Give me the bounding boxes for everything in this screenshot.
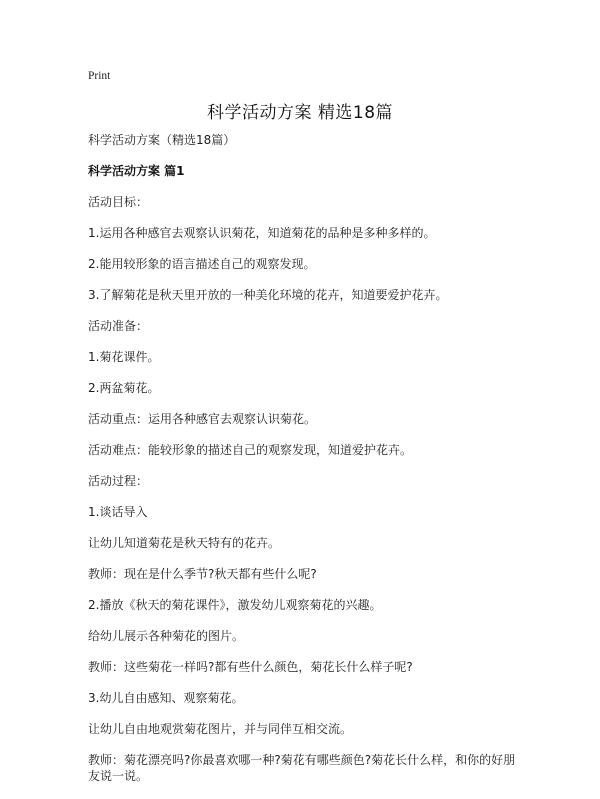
paragraph: 教师：菊花漂亮吗?你最喜欢哪一种?菊花有哪些颜色?菊花长什么样，和你的好朋友说一说。	[88, 753, 516, 783]
page-title: 科学活动方案 精选18篇	[206, 103, 394, 123]
paragraph: 教师：这些菊花一样吗?都有些什么颜色，菊花长什么样子呢?	[88, 660, 413, 674]
paragraph: 活动目标：	[88, 195, 149, 209]
paragraph: 给幼儿展示各种菊花的图片。	[88, 629, 245, 643]
paragraph: 活动准备：	[88, 319, 149, 333]
paragraph: 让幼儿自由地观赏菊花图片，并与同伴互相交流。	[88, 722, 353, 736]
paragraph: 让幼儿知道菊花是秋天特有的花卉。	[88, 536, 281, 550]
section-heading: 科学活动方案 篇1	[88, 164, 185, 178]
document-body	[88, 132, 518, 799]
paragraph: 1.谈话导入	[88, 505, 148, 519]
paragraph: 2.两盆菊花。	[88, 381, 160, 395]
paragraph: 活动重点：运用各种感官去观察认识菊花。	[88, 412, 317, 426]
paragraph: 1.菊花课件。	[88, 350, 160, 364]
paragraph: 2.播放《秋天的菊花课件》，激发幼儿观察菊花的兴趣。	[88, 598, 382, 612]
paragraph: 活动过程：	[88, 474, 149, 488]
paragraph: 3.了解菊花是秋天里开放的一种美化环境的花卉，知道要爱护花卉。	[88, 288, 448, 302]
paragraph: 3.幼儿自由感知、观察菊花。	[88, 691, 244, 705]
paragraph: 1.运用各种感官去观察认识菊花，知道菊花的品种是多种多样的。	[88, 226, 436, 240]
paragraph: 教师：现在是什么季节?秋天都有些什么呢?	[88, 567, 317, 581]
paragraph: 活动难点：能较形象的描述自己的观察发现，知道爱护花卉。	[88, 443, 413, 457]
paragraph: 2.能用较形象的语言描述自己的观察发现。	[88, 257, 316, 271]
paragraph: 科学活动方案（精选18篇）	[88, 133, 236, 147]
print-label[interactable]: Print	[88, 70, 111, 82]
